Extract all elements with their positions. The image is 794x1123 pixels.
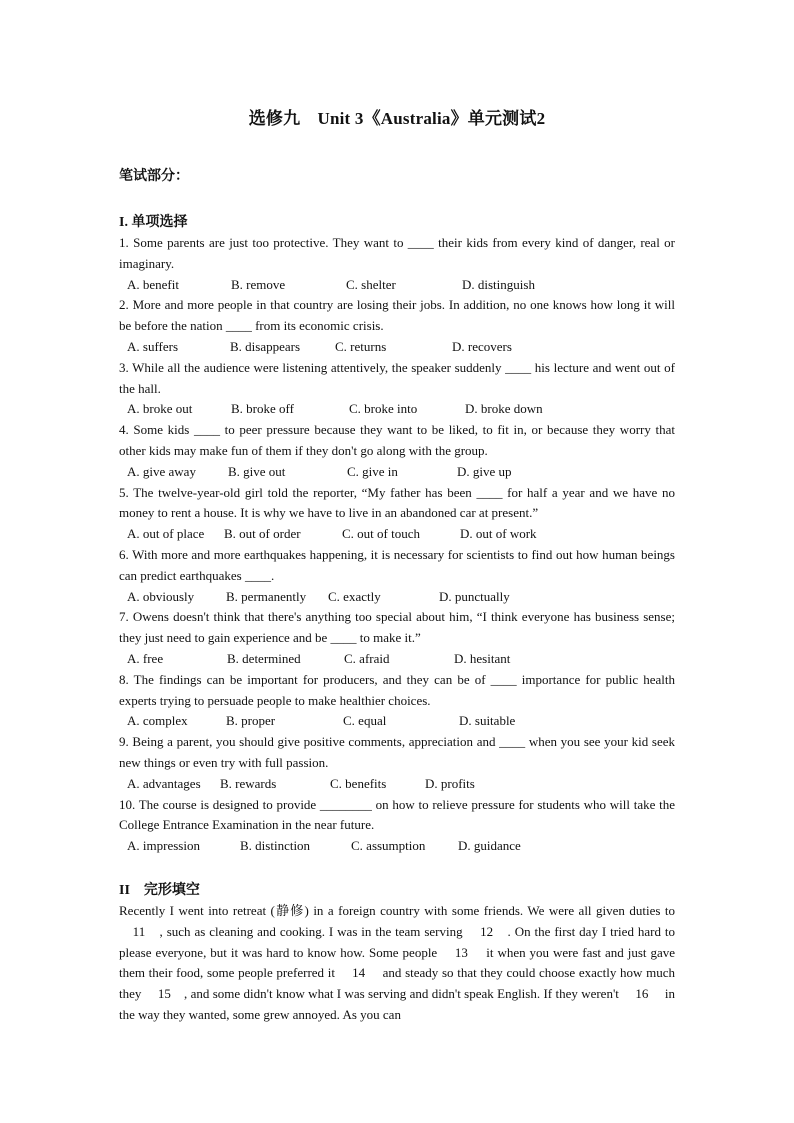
option-row [119, 649, 675, 670]
question-text: 6. With more and more earthquakes happening, it is necessary for scientists to find out how human beings can predict earthquakes ____. [119, 546, 675, 583]
answer-option: C. returns [335, 338, 387, 354]
answer-option: C. out of touch [342, 526, 420, 542]
answer-option: A. benefit [127, 276, 179, 292]
answer-option: D. guidance [458, 838, 521, 854]
answer-option: B. proper [226, 713, 276, 729]
option-row [119, 711, 675, 732]
answer-option: A. free [127, 650, 164, 666]
question-text: 3. While all the audience were listening attentively, the speaker suddenly ____ his lecture and went out of the hall. [119, 359, 675, 396]
answer-option: D. punctually [439, 588, 510, 604]
answer-option: B. broke off [231, 401, 294, 417]
answer-option: A. give away [127, 463, 196, 479]
section-heading-cloze: II 完形填空 [119, 882, 200, 898]
option-row [119, 774, 675, 795]
option-row [119, 275, 675, 296]
page-title: 选修九 Unit 3《Australia》单元测试2 [248, 109, 546, 128]
cloze-passage: Recently I went into retreat (静修) in a foreign country with some friends. We were all given duties to 11 , such as cleaning and cooking. I was in the team serving 12 . On the first day I tried hard to please everyone, but it was hard to know how. Some people 13 it when you were fast and just gave them their food, some people preferred it 14 and steady so that they could choose exactly how much they 15 , and some didn't know what I was serving and didn't speak English. If they weren't 16 in the way they wanted, some grew annoyed. As you can [119, 902, 675, 1022]
answer-option: C. equal [343, 713, 387, 729]
answer-option: D. give up [457, 463, 512, 479]
answer-option: A. suffers [127, 338, 179, 354]
answer-option: B. remove [231, 276, 286, 292]
option-row [119, 836, 675, 857]
question-text: 10. The course is designed to provide ________ on how to relieve pressure for students who will take the College Entrance Examination in the near future. [119, 796, 675, 833]
answer-option: D. hesitant [454, 650, 511, 666]
answer-option: A. broke out [127, 401, 193, 417]
answer-option: B. rewards [220, 775, 277, 791]
answer-option: B. out of order [224, 526, 301, 542]
answer-option: D. suitable [459, 713, 516, 729]
answer-option: B. permanently [226, 588, 307, 604]
option-row [119, 524, 675, 545]
option-row [119, 399, 675, 420]
answer-option: C. assumption [351, 838, 426, 854]
answer-option: C. exactly [328, 588, 381, 604]
question-text: 4. Some kids ____ to peer pressure because they want to be liked, to fit in, or because they worry that other kids may make fun of them if they don't go along with the group. [119, 422, 675, 458]
answer-option: C. shelter [346, 276, 396, 292]
question-text: 9. Being a parent, you should give positive comments, appreciation and ____ when you see your kid seek new things or even try with full passion. [119, 734, 675, 770]
question-text: 1. Some parents are just too protective. They want to ____ their kids from every kind of danger, real or imaginary. [119, 235, 675, 271]
answer-option: A. out of place [127, 526, 205, 542]
answer-option: B. determined [227, 650, 301, 666]
answer-option: C. benefits [330, 775, 387, 791]
answer-option: D. broke down [465, 401, 543, 417]
option-row [119, 587, 675, 608]
answer-option: A. advantages [127, 775, 201, 791]
answer-option: B. distinction [240, 838, 311, 854]
answer-option: B. give out [228, 463, 286, 479]
question-text: 5. The twelve-year-old girl told the reporter, “My father has been ____ for half a year and we have no money to rent a house. It is why we have to live in an abandoned car at present.” [119, 484, 675, 521]
option-row [119, 462, 675, 483]
answer-option: C. afraid [344, 650, 390, 666]
answer-option: C. broke into [349, 401, 418, 417]
question-text: 7. Owens doesn't think that there's anything too special about him, “I think everyone has business sense; they just need to gain experience and be ____ to make it.” [119, 609, 675, 646]
question-list [119, 233, 675, 857]
answer-option: D. distinguish [462, 276, 535, 292]
answer-option: D. out of work [460, 526, 537, 542]
document-page [119, 104, 675, 1026]
answer-option: A. complex [127, 713, 188, 729]
answer-option: B. disappears [230, 338, 301, 354]
answer-option: C. give in [347, 463, 398, 479]
answer-option: D. profits [425, 775, 475, 791]
option-row [119, 337, 675, 358]
answer-option: A. impression [127, 838, 200, 854]
question-text: 8. The findings can be important for producers, and they can be of ____ importance for public health experts trying to persuade people to make healthier choices. [119, 671, 675, 708]
question-text: 2. More and more people in that country are losing their jobs. In addition, no one knows how long it will be before the nation ____ from its economic crisis. [119, 297, 675, 334]
answer-option: A. obviously [127, 588, 195, 604]
part-heading: 笔试部分： [119, 169, 189, 184]
answer-option: D. recovers [452, 338, 512, 354]
section-heading-multiple-choice: I. 单项选择 [119, 215, 188, 230]
